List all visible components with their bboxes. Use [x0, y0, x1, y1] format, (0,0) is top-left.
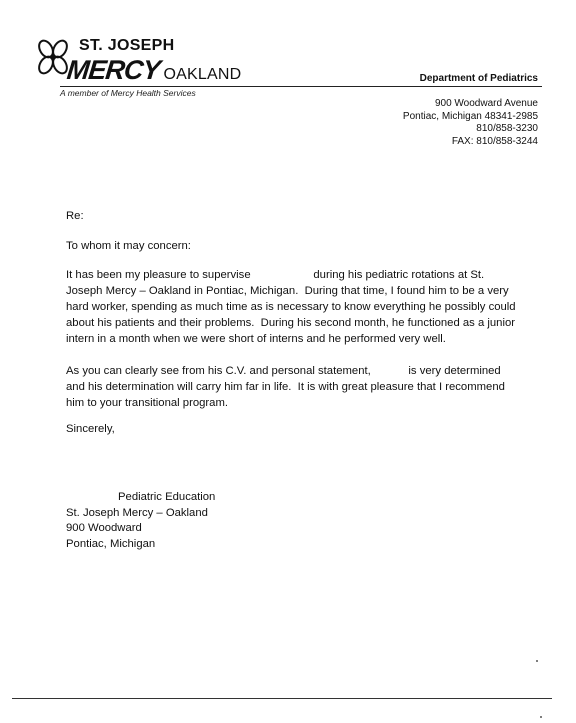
- scan-speck: [536, 660, 538, 662]
- org-name-mercy: MERCY: [65, 55, 162, 85]
- scan-speck: [540, 716, 542, 718]
- fax-line: FAX: 810/858-3244: [451, 135, 538, 147]
- address-line: 900 Woodward Avenue: [434, 98, 538, 109]
- signature-block: [66, 490, 215, 552]
- signature-title: Pediatric Education: [118, 491, 216, 503]
- paragraph-1: It has been my pleasure to supervise during his pediatric rotations at St. Joseph Mercy – Oakland in Pontiac, Michigan. During that time, I found him to be a very hard worker, spending as much time as is necessary to know everything he possibly could about his patients and their problems. During his second month, he functioned as a junior intern in a month when we were short of interns and he performed very well.: [66, 269, 519, 345]
- footer-divider: [12, 698, 552, 699]
- closing: Sincerely,: [66, 423, 115, 435]
- phone-line: 810/858-3230: [476, 123, 538, 135]
- org-name-oakland: OAKLAND: [163, 66, 242, 83]
- header-divider: [60, 86, 542, 87]
- signature-street: 900 Woodward: [66, 522, 142, 534]
- salutation: To whom it may concern:: [66, 240, 191, 252]
- tagline: A member of Mercy Health Services: [60, 88, 196, 98]
- address-line: Pontiac, Michigan 48341-2985: [402, 110, 538, 122]
- paragraph-2: As you can clearly see from his C.V. and personal statement, is very determined and his determination will carry him far in life. It is with great pleasure that I recommend him to your transitional program.: [66, 365, 509, 409]
- department-address: [403, 98, 538, 148]
- org-name-line2: [67, 55, 241, 86]
- signature-org: St. Joseph Mercy – Oakland: [66, 506, 208, 519]
- re-line: Re:: [66, 210, 84, 222]
- mercy-logo-icon: [35, 38, 71, 78]
- org-name-line1: ST. JOSEPH: [79, 37, 175, 54]
- signature-city: Pontiac, Michigan: [66, 537, 156, 550]
- department-name: Department of Pediatrics: [419, 73, 538, 84]
